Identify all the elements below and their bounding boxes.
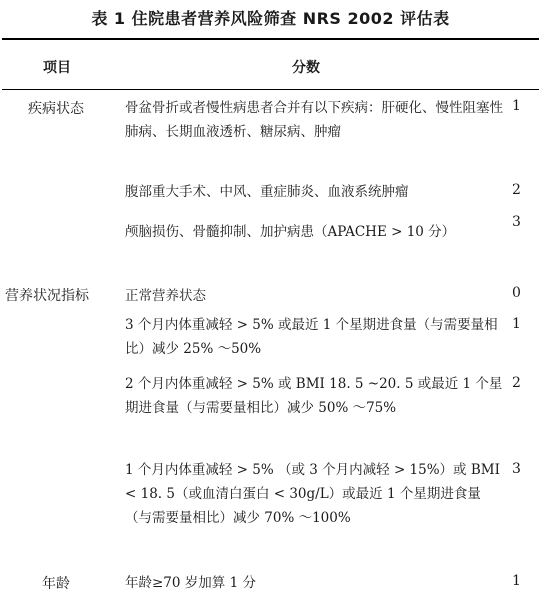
row-description: 正常营养状态 [125, 288, 206, 304]
row-description: 腹部重大手术、中风、重症肺炎、血液系统肿瘤 [125, 184, 409, 200]
row-score: 1 [512, 573, 521, 589]
row-score: 1 [512, 98, 521, 114]
row-description: 年龄≥70 岁加算 1 分 [125, 575, 256, 591]
row-score: 3 [512, 214, 521, 230]
column-header-score: 分数 [292, 60, 320, 76]
row-description: 骨盆骨折或者慢性病患者合并有以下疾病：肝硬化、慢性阻塞性肺病、长期血液透析、糖尿病、肿瘤 [125, 100, 503, 140]
table-title: 表 1 住院患者营养风险筛查 NRS 2002 评估表 [91, 9, 450, 28]
row-score: 2 [512, 182, 521, 198]
row-category: 年龄 [42, 576, 70, 592]
row-score: 3 [512, 461, 521, 477]
column-header-item: 项目 [43, 60, 71, 76]
row-category: 疾病状态 [28, 101, 84, 117]
top-rule [2, 38, 539, 40]
row-description: 颅脑损伤、骨髓抑制、加护病患（APACHE > 10 分） [125, 224, 456, 240]
row-description: 3 个月内体重减轻 > 5% 或最近 1 个星期进食量（与需要量相比）减少 25% ～50% [125, 317, 498, 357]
row-score: 2 [512, 375, 521, 391]
row-score: 1 [512, 316, 521, 332]
row-description: 1 个月内体重减轻 > 5% （或 3 个月内减轻 > 15%）或 BMI < 18. 5（或血清白蛋白 < 30g/L）或最近 1 个星期进食量（与需要量相比）减少 70% ～100% [125, 462, 500, 526]
row-description: 2 个月内体重减轻 > 5% 或 BMI 18. 5 ~20. 5 或最近 1 个星期进食量（与需要量相比）减少 50% ～75% [125, 376, 503, 416]
header-rule [2, 89, 539, 90]
row-category: 营养状况指标 [5, 288, 89, 304]
row-score: 0 [512, 285, 521, 301]
